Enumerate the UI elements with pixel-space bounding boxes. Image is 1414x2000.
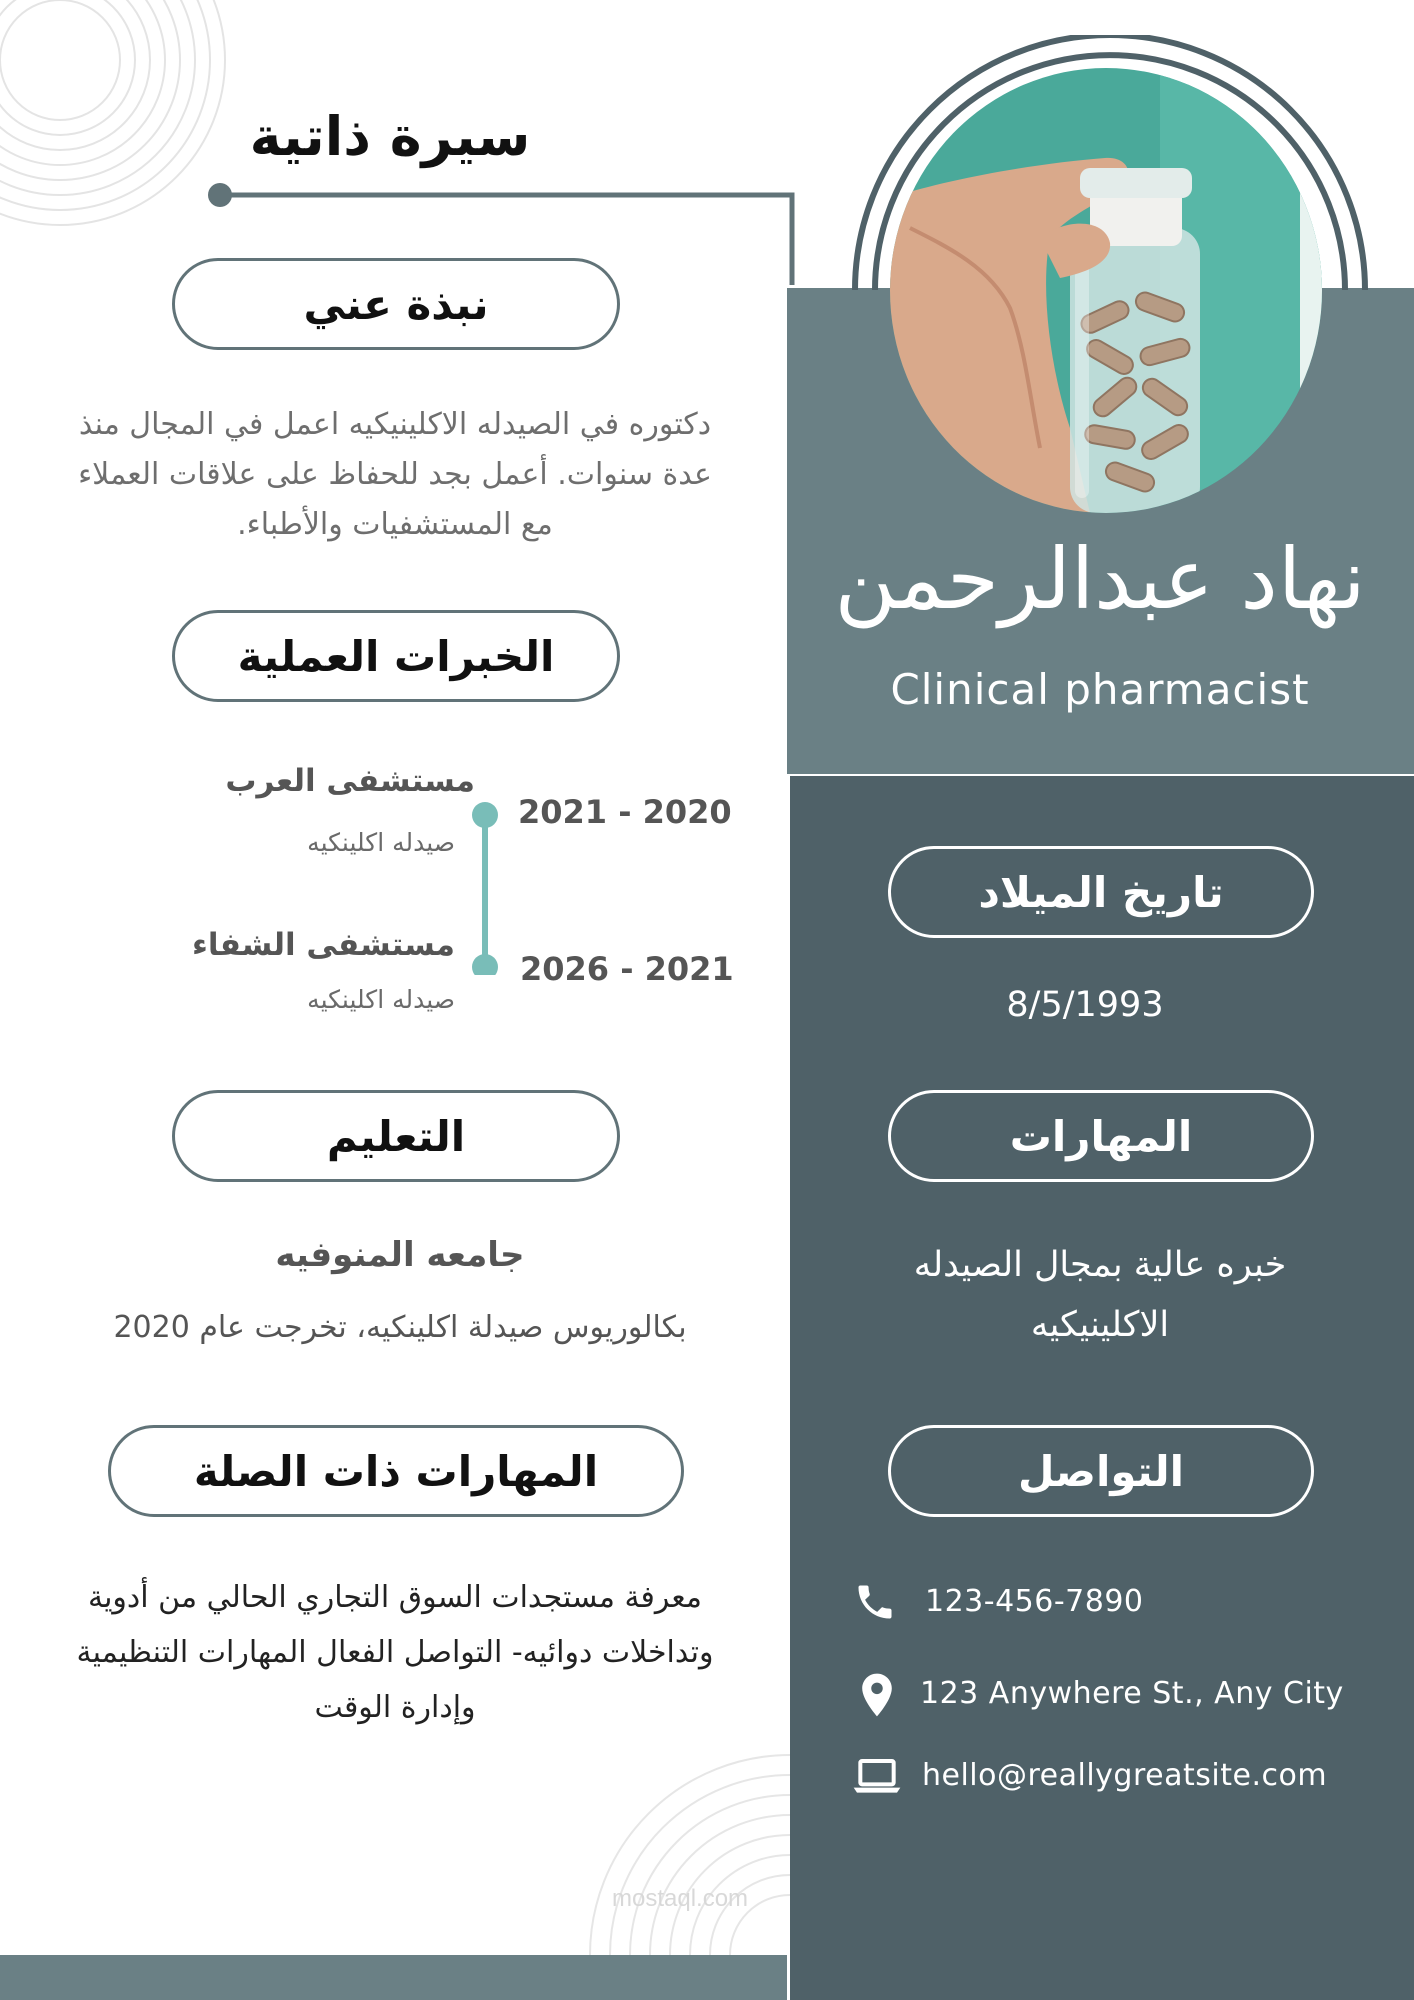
birth-date: 8/5/1993 (1006, 985, 1164, 1025)
experience-1-role: صيدله اكلينكيه (307, 828, 455, 857)
footer-bar (0, 1955, 787, 2000)
experience-2-years: 2026 - 2021 (520, 950, 734, 988)
experience-2-place: مستشفى الشفاء (191, 927, 455, 963)
related-skills-text: معرفة مستجدات السوق التجاري الحالي من أدوية وتداخلات دوائيه- التواصل الفعال المهارات التنظيمية وإدارة الوقت (76, 1580, 714, 1725)
decorative-rings-top (0, 0, 230, 240)
contact-phone: 123-456-7890 (925, 1584, 1144, 1619)
about-heading: نبذة عني (172, 258, 620, 350)
cv-title: سيرة ذاتية (249, 105, 531, 168)
experience-timeline (470, 800, 500, 975)
contact-address: 123 Anywhere St., Any City (920, 1676, 1344, 1711)
contact-email: hello@reallygreatsite.com (922, 1758, 1328, 1793)
contact-heading: التواصل (888, 1425, 1314, 1517)
education-heading: التعليم (172, 1090, 620, 1182)
watermark: mostaql.com (612, 1885, 749, 1912)
laptop-icon (852, 1756, 902, 1796)
profile-name: نهاد عبدالرحمن (834, 530, 1366, 628)
experience-heading: الخبرات العملية (172, 610, 620, 702)
pill-bottle-illustration (890, 68, 1322, 513)
about-text: دكتوره في الصيدله الاكلينيكيه اعمل في المجال منذ عدة سنوات. أعمل بجد للحفاظ على علاقات العملاء مع المستشفيات والأطباء. (78, 407, 712, 542)
sidebar-panel (790, 776, 1414, 2000)
education-degree: بكالوريوس صيدلة اكلينكيه، تخرجت عام 2020 (113, 1310, 687, 1345)
profile-job-title: Clinical pharmacist (890, 665, 1310, 714)
location-pin-icon (857, 1672, 897, 1718)
profile-photo (890, 68, 1322, 513)
experience-1-place: مستشفى العرب (225, 763, 475, 799)
experience-1-years: 2021 - 2020 (518, 793, 732, 831)
experience-2-role: صيدله اكلينكيه (307, 985, 455, 1014)
birth-heading: تاريخ الميلاد (888, 846, 1314, 938)
education-school: جامعه المنوفيه (275, 1235, 525, 1275)
skills-heading: المهارات (888, 1090, 1314, 1182)
decorative-rings-bottom (560, 1740, 790, 1955)
skills-text: خبره عالية بمجال الصيدله الاكلينيكيه (913, 1245, 1287, 1345)
related-skills-heading: المهارات ذات الصلة (108, 1425, 684, 1517)
phone-icon (853, 1580, 897, 1624)
